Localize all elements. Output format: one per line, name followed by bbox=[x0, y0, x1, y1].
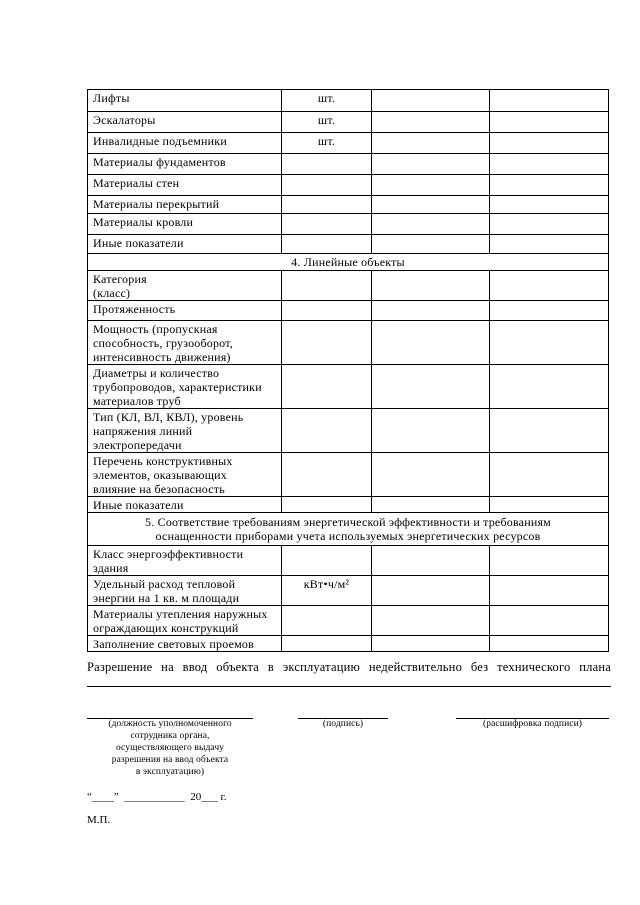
row-unit bbox=[282, 196, 372, 214]
table-cell-empty bbox=[372, 214, 490, 235]
table-cell-empty bbox=[490, 214, 609, 235]
table-row bbox=[88, 453, 609, 497]
row-unit bbox=[282, 154, 372, 175]
table-cell-empty bbox=[372, 576, 490, 606]
table-cell-empty bbox=[372, 606, 490, 636]
row-label: Материалы фундаментов bbox=[88, 154, 282, 175]
table-row bbox=[88, 546, 609, 576]
row-unit bbox=[282, 214, 372, 235]
table-cell-empty bbox=[372, 196, 490, 214]
table-cell-empty bbox=[372, 546, 490, 576]
row-unit bbox=[282, 321, 372, 365]
row-label: Материалы стен bbox=[88, 175, 282, 196]
row-unit bbox=[282, 235, 372, 254]
table-row bbox=[88, 214, 609, 235]
table-row bbox=[88, 497, 609, 513]
row-unit: шт. bbox=[282, 90, 372, 112]
table-row bbox=[88, 175, 609, 196]
table-cell-empty bbox=[490, 112, 609, 133]
row-unit bbox=[282, 497, 372, 513]
technical-plan-line bbox=[87, 686, 611, 687]
table-cell-empty bbox=[490, 321, 609, 365]
table-cell-empty bbox=[372, 271, 490, 301]
table-cell-empty bbox=[372, 175, 490, 196]
row-unit bbox=[282, 301, 372, 321]
signature-caption: (подпись) bbox=[322, 719, 364, 729]
table-cell-empty bbox=[490, 497, 609, 513]
row-unit: шт. bbox=[282, 133, 372, 154]
table-cell-empty bbox=[490, 453, 609, 497]
row-label: Материалы перекрытий bbox=[88, 196, 282, 214]
stamp-placeholder: М.П. bbox=[87, 814, 111, 826]
row-unit bbox=[282, 546, 372, 576]
section-title-energy-efficiency: 5. Соответствие требованиям энергетической эффективности и требованиям оснащенности приборами учета используемых энергетических ресурсов bbox=[88, 513, 609, 546]
table-cell-empty bbox=[490, 409, 609, 453]
table-row bbox=[88, 321, 609, 365]
table-cell-empty bbox=[372, 301, 490, 321]
table-cell-empty bbox=[372, 636, 490, 652]
row-unit: кВт•ч/м² bbox=[282, 576, 372, 606]
table-cell-empty bbox=[490, 90, 609, 112]
row-label: Тип (КЛ, ВЛ, КВЛ), уровень напряжения линий электропередачи bbox=[88, 409, 282, 453]
table-cell-empty bbox=[490, 636, 609, 652]
row-label: Инвалидные подъемники bbox=[88, 133, 282, 154]
section-title-linear-objects: 4. Линейные объекты bbox=[88, 254, 609, 271]
table-row bbox=[88, 154, 609, 175]
row-unit bbox=[282, 409, 372, 453]
table-cell-empty bbox=[490, 235, 609, 254]
row-unit bbox=[282, 606, 372, 636]
section-row bbox=[88, 254, 609, 271]
table-cell-empty bbox=[490, 154, 609, 175]
table-row bbox=[88, 112, 609, 133]
table-row bbox=[88, 90, 609, 112]
table-row bbox=[88, 606, 609, 636]
row-label: Диаметры и количество трубопроводов, характеристики материалов труб bbox=[88, 365, 282, 409]
row-label: Удельный расход тепловой энергии на 1 кв. м площади bbox=[88, 576, 282, 606]
row-label: Класс энергоэффективности здания bbox=[88, 546, 282, 576]
indicators-table bbox=[87, 89, 609, 652]
row-label: Материалы утепления наружных ограждающих конструкций bbox=[88, 606, 282, 636]
row-unit bbox=[282, 175, 372, 196]
section-row bbox=[88, 513, 609, 546]
decoding-caption: (расшифровка подписи) bbox=[482, 719, 583, 729]
table-cell-empty bbox=[490, 175, 609, 196]
table-cell-empty bbox=[372, 235, 490, 254]
table-cell-empty bbox=[372, 497, 490, 513]
row-unit bbox=[282, 271, 372, 301]
table-cell-empty bbox=[490, 271, 609, 301]
table-row bbox=[88, 271, 609, 301]
row-label: Протяженность bbox=[88, 301, 282, 321]
table-cell-empty bbox=[372, 321, 490, 365]
table-cell-empty bbox=[490, 365, 609, 409]
table-cell-empty bbox=[490, 576, 609, 606]
table-cell-empty bbox=[372, 409, 490, 453]
row-label: Мощность (пропускная способность, грузооборот, интенсивность движения) bbox=[88, 321, 282, 365]
row-unit bbox=[282, 453, 372, 497]
table-cell-empty bbox=[372, 154, 490, 175]
row-label: Эскалаторы bbox=[88, 112, 282, 133]
table-row bbox=[88, 133, 609, 154]
validity-notice: Разрешение на ввод объекта в эксплуатацию недействительно без технического плана bbox=[87, 660, 611, 674]
row-unit: шт. bbox=[282, 112, 372, 133]
row-unit bbox=[282, 365, 372, 409]
date-line: “____” ___________ 20___ г. bbox=[87, 791, 227, 803]
row-label: Категория (класс) bbox=[88, 271, 282, 301]
table-row bbox=[88, 409, 609, 453]
row-label: Материалы кровли bbox=[88, 214, 282, 235]
table-cell-empty bbox=[372, 453, 490, 497]
table-row bbox=[88, 365, 609, 409]
row-label: Перечень конструктивных элементов, оказывающих влияние на безопасность bbox=[88, 453, 282, 497]
row-label: Заполнение световых проемов bbox=[88, 636, 282, 652]
table-row bbox=[88, 301, 609, 321]
row-unit bbox=[282, 636, 372, 652]
table-cell-empty bbox=[490, 133, 609, 154]
table-cell-empty bbox=[490, 606, 609, 636]
table-cell-empty bbox=[372, 112, 490, 133]
row-label: Лифты bbox=[88, 90, 282, 112]
table-row bbox=[88, 636, 609, 652]
table-cell-empty bbox=[490, 546, 609, 576]
table-cell-empty bbox=[372, 90, 490, 112]
row-label: Иные показатели bbox=[88, 235, 282, 254]
table-row bbox=[88, 196, 609, 214]
table-row bbox=[88, 576, 609, 606]
position-caption: (должность уполномоченного сотрудника органа, осуществляющего выдачу разрешения на ввод объекта в эксплуатацию) bbox=[108, 719, 232, 777]
table-cell-empty bbox=[490, 196, 609, 214]
table-cell-empty bbox=[490, 301, 609, 321]
table-cell-empty bbox=[372, 365, 490, 409]
table-row bbox=[88, 235, 609, 254]
table-cell-empty bbox=[372, 133, 490, 154]
row-label: Иные показатели bbox=[88, 497, 282, 513]
